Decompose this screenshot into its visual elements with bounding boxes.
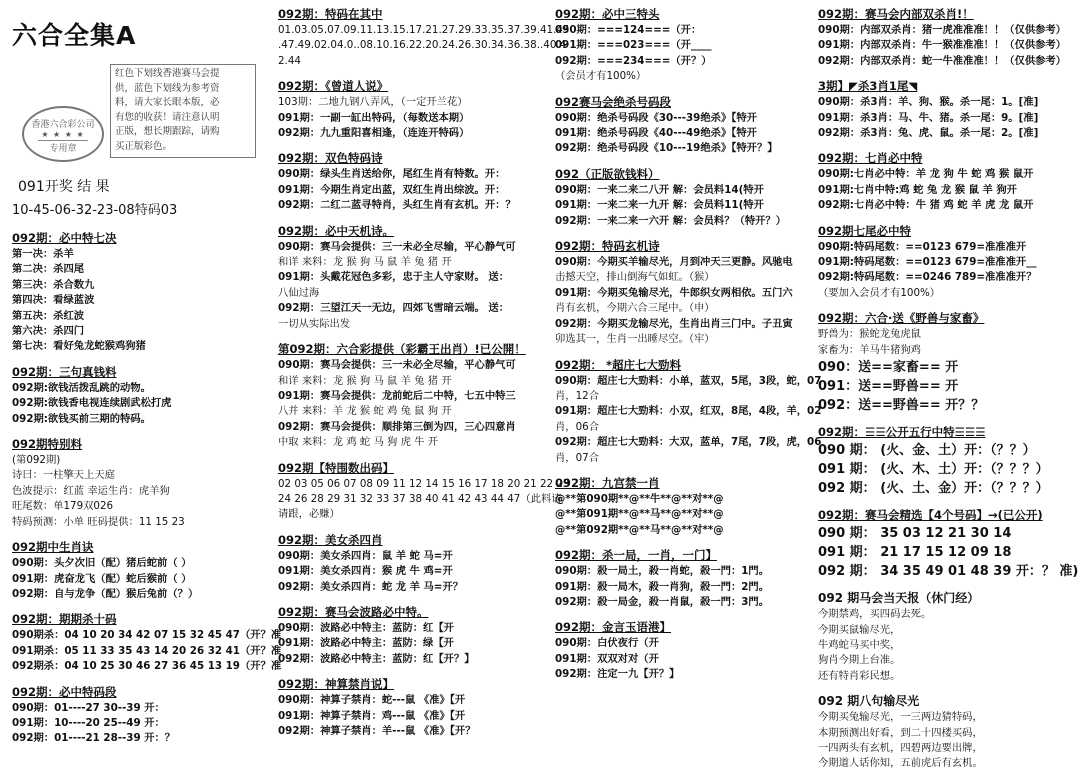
section-heading: 092期中生肖诀 — [12, 540, 94, 555]
text-line: 090期：头夕次旧（配）猪后蛇前（ ） — [12, 557, 192, 570]
section-heading: 092期：必中特七决 — [12, 231, 117, 245]
text-line: 今期道人话你知，五前虎后有玄机。 — [818, 757, 983, 770]
text-line: 092期：赛马会提供：顺排第三倒为四，三心四意肖 — [278, 420, 516, 433]
text-line: 090期：一来二来二八开 解：会员料14(特开 — [555, 183, 764, 196]
text-line: 091期：超庄七大勁料：小双，红双，8尾，4段，羊，02 — [555, 405, 822, 418]
text-line: 090期：殺一局土，殺一肖蛇，殺一門：1門。 — [555, 565, 770, 578]
text-line: 091期：今期生肖定出蓝，双红生肖出综波。开： — [278, 183, 506, 196]
text-line: 一四两头有玄机，四碧两边要出牌， — [818, 741, 983, 754]
text-line: 第五决：杀红波 — [12, 309, 85, 322]
section — [278, 150, 540, 213]
section-heading: 第092期：六合彩提供（彩霸王出肖）!已公開！ — [278, 342, 526, 357]
text-line: 092期：美女杀四肖：蛇 龙 羊 马=开？ — [278, 580, 464, 593]
text-line: 092期:七肖必中特：牛 猪 鸡 蛇 羊 虎 龙 鼠开 — [818, 199, 1034, 212]
text-line: 090期：绝杀号码段《30---39绝杀》【特开 — [555, 111, 757, 124]
section-heading: 092期：赛马会内部双杀肖!！ — [818, 7, 974, 21]
seal-stars: ★ ★ ★ ★ — [41, 130, 85, 139]
seal-line: 香港六合彩公司 — [31, 120, 95, 130]
section-heading: 092期：赛马会波路必中特。 — [278, 604, 429, 619]
text-line: 090期：白伏夜行（开 — [555, 637, 659, 650]
text-line: 090期杀：04 10 20 34 42 07 15 32 45 47（开？准 — [12, 629, 282, 642]
section-heading: 092（正版欲钱料） — [555, 166, 660, 181]
text-line: 091期：赛马会提供：龙前蛇后二中特，七五中特三 — [278, 389, 516, 402]
text-line: 诗曰：一柱擎天上天庭 — [12, 469, 115, 482]
text-line: 092：送==野兽== 开？？ — [818, 398, 985, 414]
section — [278, 78, 540, 141]
section — [818, 693, 1074, 772]
text-line: 091期：美女杀四肖：猴 虎 牛 鸡=开 — [278, 565, 453, 578]
text-line: 090期：01----27 30--39 开： — [12, 701, 165, 714]
text-line: 091期:七肖中特:鸡 蛇 兔 龙 猴 鼠 羊 狗开 — [818, 183, 1017, 196]
text-line: 092期:特码尾数：==0246 789=准准准开？ — [818, 271, 1037, 284]
text-line: 肖有玄机，今期六合三尾中。（申） — [555, 302, 715, 315]
section-heading: 092期：杀一局，一肖，一门】 — [555, 548, 718, 563]
section — [555, 475, 810, 538]
text-line: （会员才有100%） — [555, 70, 647, 83]
text-line: 090期：杀3肖：羊、狗、猴。杀一尾：1。[准] — [818, 96, 1039, 109]
section — [278, 6, 570, 69]
section-heading: 092期：必中三特头 — [555, 7, 660, 21]
text-line: 旺尾数：单179双026 — [12, 500, 114, 513]
seal-line: 专用章 — [38, 140, 88, 154]
text-line: 092 期： 34 35 49 01 48 39 开：？ 准) — [818, 564, 1079, 580]
section-heading: 092期：期期杀十码 — [12, 612, 117, 627]
text-line: 092期杀：04 10 25 30 46 27 36 45 13 19（开？准 — [12, 660, 282, 673]
text-line: 第三决：杀合数九 — [12, 278, 95, 291]
text-line: 092期：九九重阳喜相逢，（连连开特码） — [278, 127, 470, 140]
text-line: （要加入会员才有100%） — [818, 286, 941, 299]
text-line: 第四决：看绿蓝波 — [12, 294, 95, 307]
text-line: 091 期： (火、木、土）开：（？？？） — [818, 462, 1049, 478]
section-heading: 092期：九宫禁一肖 — [555, 475, 660, 490]
section-heading: 092期： *超庄七大勁料 — [555, 357, 682, 372]
text-line: 092期：超庄七大勁料：大双，蓝单，7尾，7段，虎，06 — [555, 436, 822, 449]
section — [818, 310, 1074, 415]
text-line: 092期：三望江天一无边，四郊飞雪暗云端。 送： — [278, 302, 510, 315]
text-line: 091期：头戴花冠色多彩，忠于主人守家财。 送： — [278, 271, 510, 284]
section — [278, 676, 540, 739]
section — [12, 364, 264, 427]
text-line: 091期：===023===（开____ — [555, 39, 712, 52]
column-1 — [12, 6, 282, 756]
section — [278, 341, 540, 450]
section-heading: 092期：《曾道人说》 — [278, 79, 389, 94]
text-line: 第一决：杀羊 — [12, 248, 74, 260]
text-line: 092期：一来二来一六开 解：会员料？（特开？） — [555, 214, 787, 227]
text-line: 和详 来料：龙 猴 狗 马 鼠 羊 兔 猪 开 — [278, 374, 452, 387]
text-line: 092期：===234===（开？） — [555, 54, 712, 67]
result-label: 091开奖 结 果 — [18, 179, 110, 195]
text-line: 092期：绝杀号码段《10---19绝杀》【特开？】 — [555, 142, 778, 155]
text-line: 第七决：看好兔龙蛇猴鸡狗猪 — [12, 340, 146, 353]
notice-line: 正版，想长期跟踪，请购 — [115, 126, 220, 138]
text-line: 090期：今期买羊输尽光，月到冲天三更静。风驰电 — [555, 256, 793, 269]
section-heading: 092期：美女杀四肖 — [278, 532, 383, 547]
text-line: 一切从实际出发 — [278, 317, 351, 330]
text-line: 今期禁鸡，买四码去死。 — [818, 608, 932, 621]
text-line: 01.03.05.07.09.11.13.15.17.21.27.29.33.35.37.39.41.45 — [278, 24, 570, 36]
section-heading: 092赛马会绝杀号码段 — [555, 94, 672, 109]
text-line: 092期：杀3肖：兔、虎、鼠。杀一尾：2。[准] — [818, 127, 1039, 140]
text-line: 091期：内部双杀肖：牛一猴准准准！！（仅供参考） — [818, 39, 1067, 52]
text-line: 092期：殺一局金，殺一肖鼠，殺一門：3門。 — [555, 595, 770, 608]
section-heading: 092期：三句真钱料 — [12, 364, 117, 379]
text-line: @**第090期**@**牛**@**对**@ — [555, 492, 724, 505]
text-line: 092期：01----21 28--39 开：？ — [12, 732, 176, 745]
text-line: 今期买兔输尽光，一三两边猜特码， — [818, 711, 983, 724]
text-line: 092期：今期买龙输尽光，生肖出肖三门中。子丑寅 — [555, 317, 793, 330]
text-line: 第六决：杀四门 — [12, 325, 85, 338]
section — [278, 223, 540, 332]
text-line: 本期预测出好看，到二十四楼买码， — [818, 726, 983, 739]
text-line: 牛鸡蛇马买中奖， — [818, 638, 901, 651]
text-line: 色波提示：红蓝 幸运生肖：虎羊狗 — [12, 484, 170, 497]
section-heading: 092期：☰☰公开五行中特☰☰☰ — [818, 425, 986, 440]
result-numbers: 10-45-06-32-23-08特码03 — [12, 203, 178, 218]
text-line: 090期：波路必中特主：蓝防：红【开 — [278, 621, 454, 634]
text-line: 090 期： 35 03 12 21 30 14 — [818, 526, 1012, 542]
section-heading: 092期：特码在其中 — [278, 7, 383, 21]
text-line: @**第091期**@**马**@**对**@ — [555, 508, 724, 521]
text-line: 090期：绿头生肖送给你，尾红生肖有特数。开： — [278, 168, 506, 181]
text-line: 092期:欲钱香电视连续剧武松打虎 — [12, 397, 172, 410]
text-line: (第092期) — [12, 454, 61, 467]
text-line: 091期：虎奋龙飞（配）蛇后猴前（ ） — [12, 572, 192, 585]
notice-line: 有您的收获！请注意认明 — [115, 111, 220, 123]
text-line: 091期：绝杀号码段《40---49绝杀》【特开 — [555, 127, 757, 140]
section — [12, 539, 264, 602]
text-line: 2.44 — [278, 54, 301, 67]
text-line: 091期：殺一局木，殺一肖狗，殺一門：2門。 — [555, 580, 770, 593]
text-line: 还有特肖彩民想。 — [818, 669, 901, 682]
company-seal — [22, 106, 104, 162]
text-line: 击撼天空，排山倒海气如虹。（猴） — [555, 271, 715, 284]
section — [818, 507, 1079, 581]
text-line: 092期：神算子禁肖：羊---鼠 《准》【开？ — [278, 725, 476, 737]
notice-line: 供，蓝色下划线为参考资 — [115, 82, 220, 94]
text-line: @**第092期**@**马**@**对**@ — [555, 523, 724, 536]
text-line: 狗肖今期上台准。 — [818, 654, 901, 667]
section-heading: 092期：赛马会精选【4个号码】→(已公开) — [818, 508, 1043, 523]
section-heading: 092期七尾必中特 — [818, 223, 912, 238]
section — [555, 357, 822, 466]
column-1-sections — [12, 230, 282, 756]
text-line: 092期：内部双杀肖：蛇一牛准准准！！（仅供参考） — [818, 54, 1067, 67]
section-heading: 092 期马会当天报（休门经） — [818, 591, 980, 606]
section — [555, 547, 810, 610]
section-heading: 092期：必中特码段 — [12, 684, 117, 699]
text-line: 091：送==野兽== 开 — [818, 379, 959, 395]
text-line: 肖，06合 — [555, 420, 599, 433]
text-line: 090期：超庄七大勁料：小单，蓝双，5尾，3段，蛇，07 — [555, 374, 822, 387]
text-line: 090期：神算子禁肖：蛇---鼠 《准》【开 — [278, 694, 466, 707]
text-line: 中取 来料：龙 鸡 蛇 马 狗 虎 牛 开 — [278, 436, 439, 449]
section-heading: 092期：必中天机诗。 — [278, 223, 395, 238]
text-line: 野兽为：猴蛇龙兔虎鼠 — [818, 328, 921, 341]
section-heading: 092期：六合·送《野兽与家畜》 — [818, 311, 985, 326]
text-line: 090期：内部双杀肖：猪一虎准准准！！（仅供参考） — [818, 24, 1067, 36]
section-heading: 092期：七肖必中特 — [818, 151, 923, 166]
text-line: 请跟，必赚） — [278, 508, 340, 521]
section — [555, 6, 810, 85]
page-title: 六合全集A — [12, 21, 137, 50]
text-line: 091期:特码尾数：==0123 679=准准准开__ — [818, 256, 1037, 269]
text-line: .47.49.02.04.0..08.10.16.22.20.24.26.30.34.36.38..40.4 — [278, 39, 567, 52]
section — [818, 150, 1074, 213]
section — [12, 611, 282, 674]
text-line: 和详 来料：龙 猴 狗 马 鼠 羊 兔 猪 开 — [278, 256, 452, 269]
text-line: 家畜为：羊马牛猪狗鸡 — [818, 343, 921, 356]
text-line: 090期：赛马会提供：三一未必全尽输，平心静气可 — [278, 359, 516, 372]
text-line: 091期：杀3肖：马、牛、猪。杀一尾：9。[准] — [818, 111, 1039, 124]
text-line: 肖，07合 — [555, 451, 599, 464]
column-3 — [555, 6, 822, 692]
text-line: 091期：今期买兔输尽光，牛郎织女两相依。五门六 — [555, 286, 793, 299]
column-4 — [818, 6, 1079, 781]
text-line: 092期：注定一九【开？】 — [555, 668, 680, 681]
notice-line: 买正版彩色。 — [115, 140, 173, 152]
section — [12, 436, 264, 530]
text-line: 092期：波路必中特主：蓝防：红【开？】 — [278, 652, 475, 665]
section — [555, 619, 810, 682]
section — [278, 532, 540, 595]
section — [818, 78, 1074, 141]
text-line: 特码预测：小单 旺码提供：11 15 23 — [12, 515, 185, 528]
text-line: 八仙过海 — [278, 286, 320, 299]
section — [555, 94, 810, 157]
section — [12, 684, 264, 747]
section — [818, 424, 1074, 498]
text-line: 第二决：杀四尾 — [12, 263, 85, 276]
section — [555, 166, 810, 229]
text-line: 090期:七肖必中特：羊 龙 狗 牛 蛇 鸡 猴 鼠开 — [818, 168, 1034, 181]
text-line: 092期：二红二蓝寻特肖，头红生肖有玄机。开：？ — [278, 199, 516, 212]
section-heading: 092期：神算禁肖说】 — [278, 677, 395, 692]
section — [818, 223, 1074, 302]
notice-box — [110, 64, 256, 158]
text-line: 092 期： (火、土、金）开：（？？？） — [818, 481, 1049, 497]
section — [278, 460, 570, 523]
text-line: 090：送==家畜== 开 — [818, 360, 959, 376]
text-line: 091 期： 21 17 15 12 09 18 — [818, 545, 1012, 561]
notice-line: 红色下划线香港赛马会提 — [115, 68, 220, 79]
section-heading: 092期特别料 — [12, 437, 83, 452]
text-line: 091期：双双对对（开 — [555, 652, 659, 665]
section — [818, 6, 1074, 69]
text-line: 092期:欲钱买前三期的特码。 — [12, 412, 151, 425]
column-2 — [278, 6, 570, 748]
text-line: 092期:欲钱活拨乱跳的动物。 — [12, 381, 151, 394]
text-line: 090期:特码尾数：==0123 679=准准准开 — [818, 240, 1027, 253]
notice-line: 料，请大家长眼本版，必 — [115, 97, 220, 109]
text-line: 091期：波路必中特主：蓝防：绿【开 — [278, 637, 454, 650]
text-line: 今期买鼠输尽光， — [818, 623, 901, 636]
section — [12, 230, 264, 355]
text-line: 091期：10----20 25--49 开： — [12, 716, 165, 729]
text-line: 24 26 28 29 31 32 33 37 38 40 41 42 43 44 47（此料请 — [278, 492, 562, 505]
section-heading: 092期：金言玉语港】 — [555, 620, 672, 635]
text-line: 肖，12合 — [555, 389, 599, 402]
text-line: 091期：一来二来一九开 解：会员料11(特开 — [555, 199, 764, 212]
text-line: 091期：神算子禁肖：鸡---鼠 《准》【开 — [278, 709, 466, 722]
section-heading: 092期【特围数出码】 — [278, 460, 395, 475]
section — [278, 604, 540, 667]
section-heading: 092 期八句输尽光 — [818, 694, 920, 709]
text-line: 090期：美女杀四肖：鼠 羊 蛇 马=开 — [278, 549, 453, 562]
text-line: 卯选其一，生肖一出睡尽空。（牢） — [555, 333, 715, 346]
section-heading: 3期】◤杀3肖1尾◥ — [818, 79, 918, 94]
text-line: 103期：二地九钢八弄风，（一定开兰花） — [278, 96, 468, 109]
section — [555, 238, 810, 347]
text-line: 090期：===124===（开： — [555, 24, 702, 36]
section — [818, 590, 1074, 684]
section-heading: 092期：特码玄机诗 — [555, 239, 660, 254]
text-line: 02 03 05 06 07 08 09 11 12 14 15 16 17 18 20 21 22 23 — [278, 477, 570, 490]
text-line: 090期：赛马会提供：三一未必全尽输，平心静气可 — [278, 240, 516, 253]
text-line: 八并 来料：羊 龙 猴 蛇 鸡 兔 鼠 狗 开 — [278, 405, 452, 418]
section-heading: 092期：双色特码诗 — [278, 151, 383, 166]
text-line: 091期：一副一缸出特码，（每数送本期） — [278, 111, 470, 124]
text-line: 090 期： (火、金、土）开：（？？） — [818, 443, 1036, 459]
text-line: 091期杀：05 11 33 35 43 14 20 26 32 41（开？准 — [12, 644, 282, 657]
text-line: 092期：自与龙争（配）猴后兔前（？） — [12, 587, 199, 600]
